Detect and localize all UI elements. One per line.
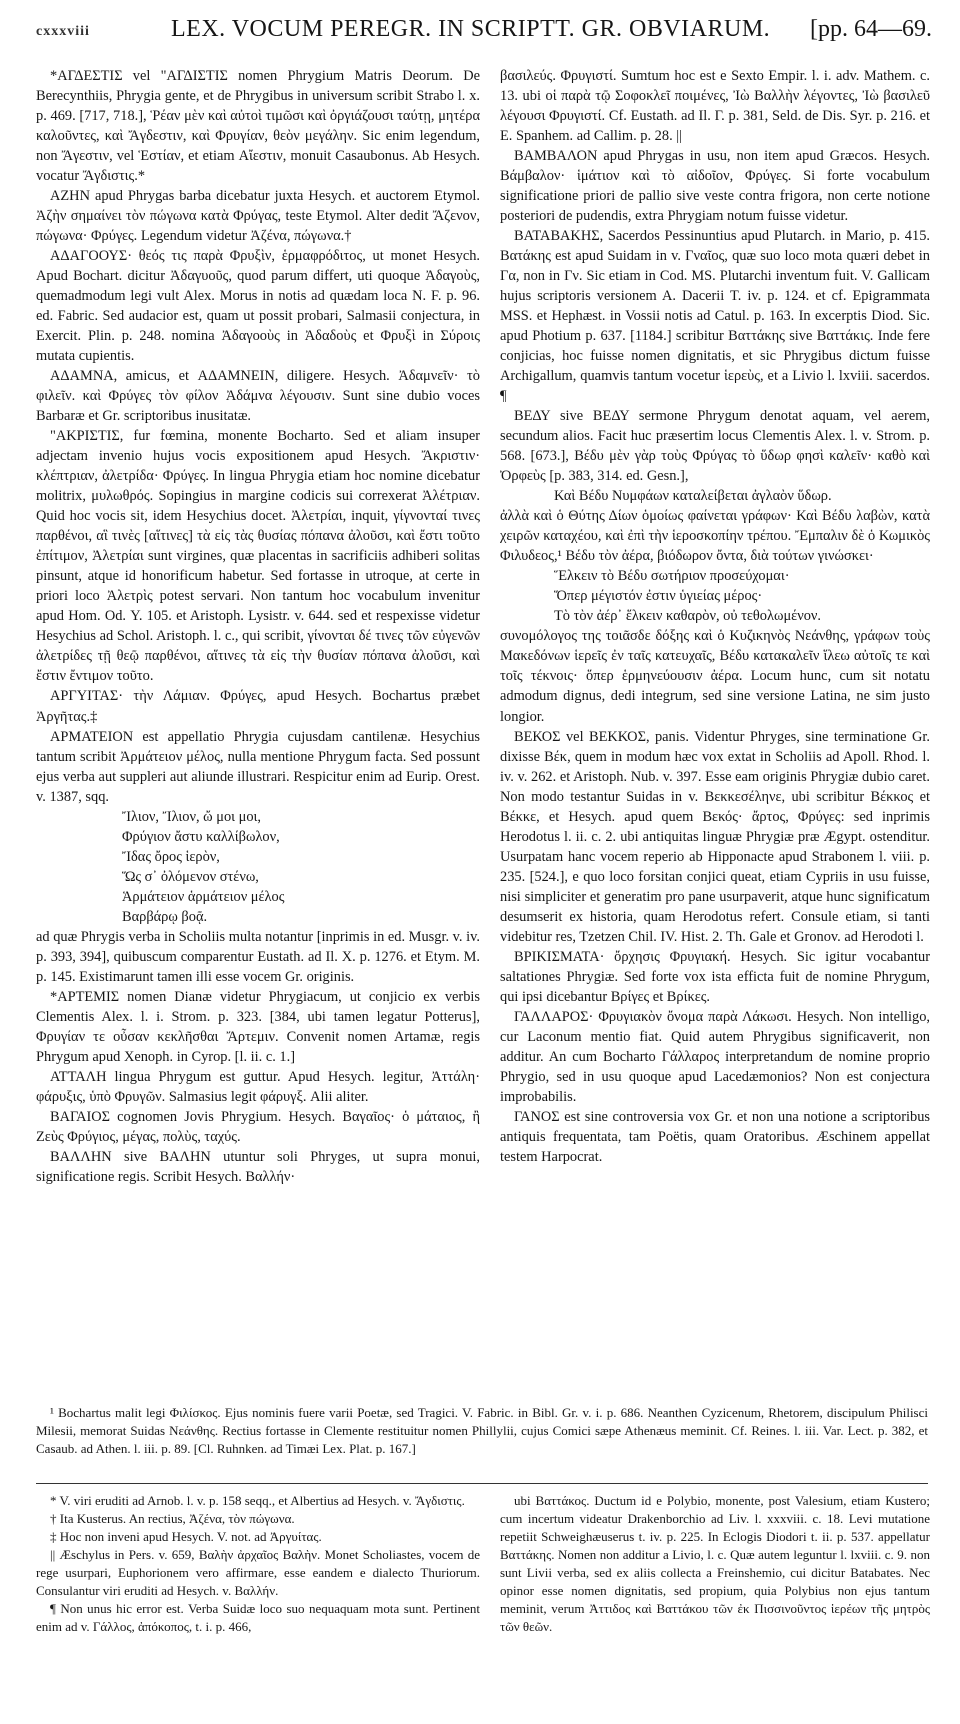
footnote: ‡ Hoc non inveni apud Hesych. V. not. ad Ἀργυίτας. [50,1528,322,1544]
running-header [36,16,932,46]
footnotes-left [36,1492,480,1636]
entry-paragraph: ad quæ Phrygis verba in Scholiis multa notantur [inprimis in ed. Musgr. v. iv. p. 393, 394], quibuscum comparentur Eustath. ad Il. Χ. p. 1276. et Etym. M. p. 145. Existimarunt tamen illi esse vocem Gr. originis. [36,928,480,985]
page-range: [pp. 64—69. [810,16,932,42]
entry-paragraph: ΒΑΛΛΗΝ sive ΒΑΛΗΝ utuntur soli Phryges, ut supra monui, significatione regis. Scribit Hesych. Βαλλήν· [36,1148,480,1185]
verse-line: Ὥς σ᾽ ὀλόμενον στένω, [122,868,259,885]
entry-paragraph: βασιλεύς. Φρυγιστί. Sumtum hoc est e Sexto Empir. l. i. adv. Mathem. c. 13. ubi οἱ παρὰ τῷ Σοφοκλεῖ ποιμένες, Ἰὼ Βαλλὴν λέγοντες, Ἰὼ βασιλεῦ λέγουσι Φρυγιστί. Cf. Eustath. ad Il. Γ. p. 381, Seld. de Dis. Syr. p. 216. et E. Spanhem. ad Callim. p. 28. || [500,68,930,145]
footnote-text: ¹ Bochartus malit legi Φιλίσκος. Ejus nominis fuere varii Poetæ, sed Tragici. V. Fabric. in Bibl. Gr. v. i. p. 686. Neanthen Cyzicenum, Rhetorem, discipulum Philisci Milesii, memorat Suidas Νεάνθης. Rectius fortasse in Clemente restituitur nomen Phillylii, cujus Comici sæpe Athenæus meminit. Cf. Reines. l. iii. Var. Lect. p. 382, et Casaub. ad Athen. l. iii. p. 89. [Cl. Ruhnken. ad Timæi Lex. Plat. p. 167.] [36,1405,928,1456]
left-column [36,66,480,1187]
verse-line: Ὅπερ μέγιστόν ἐστιν ὑγιείας μέρος· [554,588,763,605]
page-number: cxxxviii [36,24,90,39]
page-title: LEX. VOCUM PEREGR. IN SCRIPTT. GR. OBVIARUM. [171,16,771,42]
verse-line: Ἁρμάτειον ἁρμάτειον μέλος [122,888,285,905]
entry-paragraph: ΑΤΤΑΛΗ lingua Phrygum est guttur. Apud Hesych. legitur, Ἀττάλη· φάρυξις, ὑπὸ Φρυγῶν. Salmasius legit φάρυγξ. Alii aliter. [36,1068,480,1105]
entry-paragraph: ΑΡΜΑΤΕΙΟΝ est appellatio Phrygia cujusdam cantilenæ. Hesychius tantum scribit Ἀρμάτειον μέλος, nulla mentione Phrygum facta. Sed possunt ejus verba aut suppleri aut aliunde illustrari. Respicitur enim ad Eurip. Orest. v. 1387, sqq. [36,728,480,805]
entry-paragraph: ΑΔΑΓΟΟΥΣ· θεός τις παρὰ Φρυξὶν, ἑρμαφρόδιτος, ut monet Hesych. Apud Bochart. dicitur Ἀδαγυοῦς, quod parum differt, uti quoque Ἀδαγοὺς, quemadmodum legi vult Alex. Morus in notis ad quædam loca N. F. p. 96. ed. Fabric. Sed audacior est, quam ut possit probari, Salmasii conjectura, in Exercit. Plin. p. 248. nomina Ἀδαγοοὺς in Ἀδαδοὺς et Φρυξὶ in Σύροις mutata cupientis. [36,248,480,365]
verse-line: Ἕλκειν τὸ Βέδυ σωτήριον προσεύχομαι· [554,568,790,585]
entry-paragraph: ΑΡΓΥΙΤΑΣ· τὴν Λάμιαν. Φρύγες, apud Hesych. Bochartus præbet Ἀργῆτας.‡ [36,688,480,725]
footnote-divider [36,1483,928,1484]
verse-line: Τὸ τὸν ἀέρ᾽ ἕλκειν καθαρὸν, οὐ τεθολωμένον. [554,608,822,625]
right-column [500,66,930,1167]
entry-paragraph: ΓΑΝΟΣ est sine controversia vox Gr. et non una notione a scriptoribus antiquis frequentata, tam Poëtis, quam Oratoribus. Æschinem appellat testem Harpocrat. [500,1108,930,1165]
entry-paragraph: "ΑΚΡΙΣΤΙΣ, fur fœmina, monente Bocharto. Sed et aliam insuper adjectam invenio hujus vocis expositionem apud Hesych. Ἄκριστιν· κλέπτριαν, ἀλετρίδα· Φρύγες. In lingua Phrygia etiam hoc nomine dicebatur molitrix, μυλωθρός. Sopingius in margine codicis sui correxerat Ἀλέτριαν. Quid hoc vocis sit, idem Hesychius docet. Ἀλετρίαι, inquit, γίγνονταί τινες παρθένοι, αἳ τινὲς [αἵτινες] τὰ εἰς τὰς θυσίας πόπανα ἀλοῦσι, καὶ ἔστι τοῦτο ἐπίτιμον, Ἀλετρίαι sunt virgines, quæ placentas in sacrificiis adhiberi solitas pinsunt, atque id honorificum habetur. Sed fortasse in utroque, at certe in priori loco Ἀλετρὶς potest servari. Non tantum hoc vocabulum invenitur apud Hom. Od. Υ. 105. et Aristoph. Lysistr. v. 644. sed et respexisse videtur Hesychius ad Schol. Aristoph. l. c., qui scribit, γίνονται δέ τινες τῶν εὐγενῶν ἀλετρίδες τῇ θεῷ παρθένοι, αἵτινες τὰ εἰς τὴν θυσίαν πόπανα ἀλοῦσι, καὶ ἔστιν ἔντιμον τοῦτο. [36,428,480,685]
footnote: ubi Βαττάκος. Ductum id e Polybio, monente, post Valesium, etiam Kustero; cum incertum videatur Drakenborchio ad Liv. l. xxxviii. c. 18. Levi mutatione repetiit Schweighæuserus t. iv. p. 225. In Eclogis Diodori t. ii. p. 537. appellatur Βαττάκης. Nomen non additur a Livio, l. c. Quæ autem leguntur l. lxviii. c. 9. non sunt Livii verba, sed ex aliis collecta a Freinshemio, cui dicitur Batabates. Nec opinor esse nomen dignitatis, sed propium, quia Polybius non ejus tantum meminit, verum Ἀττιδος καὶ Βαττάκου τῶν ἐκ Πισσινοῦντος ἱερέων τῆς μητρὸς τῶν θεῶν. [500,1493,930,1634]
footnote: ¶ Non unus hic error est. Verba Suidæ loco suo nequaquam mota sunt. Pertinent enim ad v. Γάλλος, ἀπόκοπος, t. i. p. 466, [36,1600,480,1634]
verse-line: Ἴδας ὄρος ἱερὸν, [122,848,220,865]
entry-paragraph: ΓΑΛΛΑΡΟΣ· Φρυγιακὸν ὄνομα παρὰ Λάκωσι. Hesych. Non intelligo, cur Laconum mentio fiat. Quid autem Phrygibus significaverit, non additur. An cum Bocharto Γάλλαρος interpretandum de nomine proprio Phrygio, sed in usu quoque apud Lacedæmonios? Non est conjectura improbabilis. [500,1008,930,1105]
entry-paragraph: συνομόλογος της τοιᾶσδε δόξης καὶ ὁ Κυζικηνὸς Νεάνθης, γράφων τοὺς Μακεδόνων ἱερεῖς ἐν ταῖς κατευχαῖς, Βέδυ κατακαλεῖν ἵλεω αὐτοῖς τε καὶ τοῖς τέκνοις· ὅπερ ἑρμηνεύουσιν ἀέρα. Locum hunc, cum sit notatu admodum dignus, dedi integrum, sed sine versione Latina, ne sim justo longior. [500,628,930,725]
verse-line: Ἴλιον, Ἴλιον, ὤ μοι μοι, [122,808,262,825]
entry-paragraph: ΒΑΓΑΙΟΣ cognomen Jovis Phrygium. Hesych. Βαγαῖος· ὁ μάταιος, ἢ Ζεὺς Φρύγιος, μέγας, πολὺς, ταχύς. [36,1108,480,1145]
entry-paragraph: ΒΕΚΟΣ vel ΒΕΚΚΟΣ, panis. Videntur Phryges, sine terminatione Gr. dixisse Βέκ, quem in modum hæc vox extat in Scholiis ad Apoll. Rhod. l. iv. v. 262. et Aristoph. Nub. v. 397. Esse eam originis Phrygiæ dubio caret. Non modo testantur Suidas in v. Βεκκεσέληνε, ubi scribitur Βέκκος et Βέκκε, et Hesych. apud quem Βεκός· ἄρτος, Φρύγες: sed inprimis Herodotus l. ii. c. 2. ubi antiquitas linguæ Phrygiæ præ Ægypt. ostenditur. Usurpatam hanc vocem reperio ab Hipponacte apud Strabonem l. viii. p. 235. [524.], e quo loco forsitan conjici queat, etiam Cypriis in usu fuisse, nisi simpliciter et generatim pro pane usurpaverit, atque hunc significatum desumserit ex historia, quam Herodotus refert. Consule etiam, si tanti videbitur res, Tzetzen Chil. IV. Hist. 2. Th. Gale et Gronov. ad Herodoti l. [500,728,930,945]
entry-paragraph: ἀλλὰ καὶ ὁ Θύτης Δίων ὁμοίως φαίνεται γράφων· Καὶ Βέδυ λαβὼν, κατὰ χειρῶν καταχέου, καὶ ἐπὶ τὴν ἱεροσκοπίην τρέπου. Ἔμπαλιν δὲ ὁ Κωμικὸς Φιλυδεος,¹ Βέδυ τὸν ἀέρα, βιόδωρον ὄντα, διὰ τούτων γινώσκει· [500,508,930,565]
entry-paragraph: ΒΑΜΒΑΛΟΝ apud Phrygas in usu, non item apud Græcos. Hesych. Βάμβαλον· ἱμάτιον καὶ τὸ αἰδοῖον, Φρύγες. Si forte vocabulum significatione priori de pallio sive veste contra frigora, non certe notione posteriori de pudendis, extra Phrygiam notum fuisse videtur. [500,148,930,225]
entry-paragraph: ΒΕΔΥ sive ΒΕΔΥ sermone Phrygum denotat aquam, vel aerem, secundum alios. Facit huc præsertim locus Clementis Alex. l. v. Strom. p. 568. [673.], Βέδυ μὲν γὰρ τοὺς Φρύγας τὸ ὕδωρ φησὶ καλεῖν· καθὸ καὶ Ὀρφεὺς [p. 383, 314. ed. Gesn.], [500,408,930,485]
footnote-top [36,1404,928,1458]
entry-paragraph: ΒΡΙΚΙΣΜΑΤΑ· ὄρχησις Φρυγιακή. Hesych. Sic igitur vocabantur saltationes Phrygiæ. Sed forte vox ista efficta fuit de nomine Phrygum, qui ipsi dicebantur Βρίγες et Βρίκες. [500,948,930,1005]
footnote: * V. viri eruditi ad Arnob. l. v. p. 158 seqq., et Albertius ad Hesych. v. Ἄγδιστις. [50,1493,465,1508]
verse-line: Φρύγιον ἄστυ καλλίβωλον, [122,828,280,845]
footnotes-right [500,1492,930,1636]
entry-paragraph: *ΑΡΤΕΜΙΣ nomen Dianæ videtur Phrygiacum, ut conjicio ex verbis Clementis Alex. l. i. Strom. p. 323. [384, ubi tamen legatur Potterus], Φρυγίαν τε οὖσαν κεκλῆσθαι Ἄρτεμιν. Convenit nomen Artamæ, regis Phrygum apud Xenoph. in Cyrop. [l. ii. c. 1.] [36,988,480,1065]
entry-paragraph: *ΑΓΔΕΣΤΙΣ vel "ΑΓΔΙΣΤΙΣ nomen Phrygium Matris Deorum. De Berecynthiis, Phrygia gente, et de Phrygibus in universum scribit Strabo l. x. p. 469. [717, 718.], Ῥέαν μὲν καὶ αὐτοὶ τιμῶσι καὶ ὀργιάζουσι ταύτῃ, μητέρα καλοῦντες, καὶ Ἄγδεστιν, καὶ Φρυγίαν, θεὸν μεγάλην. Sic enim legendum, non Ἄγεστιν, vel Ἑστίαν, et etiam Αἴεστιν, monuit Casaubonus. Ab Hesych. vocatur Ἄγδιστις.* [36,68,480,185]
entry-paragraph: ΑΖΗΝ apud Phrygas barba dicebatur juxta Hesych. et auctorem Etymol. Ἀζὴν σημαίνει τὸν πώγωνα κατὰ Φρύγας, teste Etymol. Alter dedit Ἄζενον, πώγωνα· Φρύγες. Legendum videtur Ἀζένα, πώγωνα.† [36,188,480,245]
verse-line: Βαρβάρῳ βοᾷ. [122,908,208,925]
verse-line: Καὶ Βέδυ Νυμφάων καταλείβεται ἀγλαὸν ὕδωρ. [554,488,832,505]
entry-paragraph: ΑΔΑΜΝΑ, amicus, et ΑΔΑΜΝΕΙΝ, diligere. Hesych. Ἀδαμνεῖν· τὸ φιλεῖν. καὶ Φρύγες τὸν φίλον Ἀδάμνα λέγουσιν. Sunt sine dubio voces Barbaræ et Gr. scriptoribus inusitatæ. [36,368,480,425]
footnote: || Æschylus in Pers. v. 659, Βαλὴν ἀρχαῖος Βαλὴν. Monet Scholiastes, vocem de rege usurpari, Euphorionem vero affirmare, esse eandem e dialecto Thuriorum. Consulantur viri eruditi ad Hesych. v. Βαλλήν. [36,1546,480,1598]
entry-paragraph: ΒΑΤΑΒΑΚΗΣ, Sacerdos Pessinuntius apud Plutarch. in Mario, p. 415. Βατάκης est apud Suidam in v. Γναῖος, quæ suo loco mota quæri debet in Γα, non in Γν. Sic etiam in Cod. MS. Plutarchi inventum fuit. V. Gallicam hujus scriptoris versionem A. Dacerii T. iv. p. 124. et cf. Epigrammata MSS. et Hephæst. in Vossii notis ad Catul. p. 163. In excerptis Diod. Sic. apud Photium p. 637. [1184.] scribitur Βαττάκης sive Βαττάκις. Inde fere conjicias, hoc fuisse nomen dignitatis, et sic Phrygibus dictum fuisse Archigallum, quamvis tantum vocetur ἱερεὺς, et a Livio l. lxviii. sacerdos. ¶ [500,228,930,405]
footnote: † Ita Kusterus. An rectius, Ἀζένα, τὸν πώγωνα. [50,1510,295,1526]
